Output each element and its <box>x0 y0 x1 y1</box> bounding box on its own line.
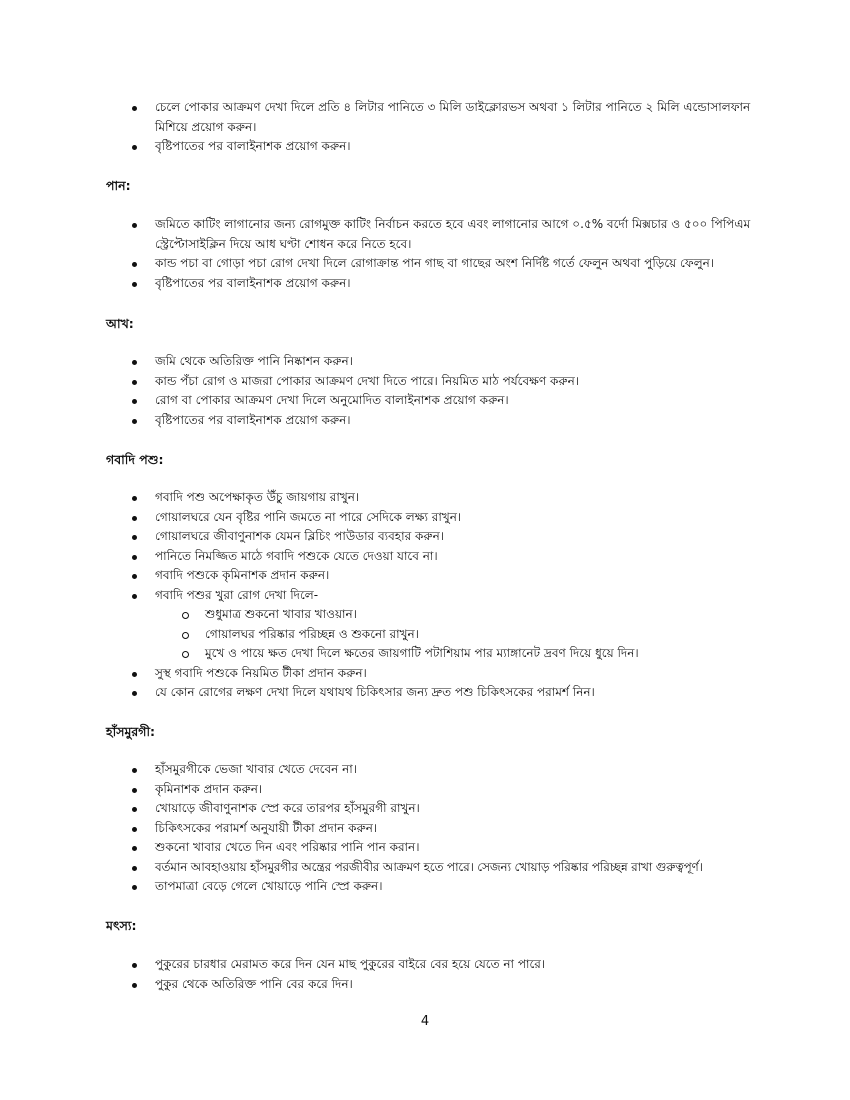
section-heading-fisheries: মৎস্য: <box>106 918 137 933</box>
list-item: পুকুরের চারধার মেরামত করে দিন যেন মাছ পুকুরের বাইরে বের হয়ে যেতে না পারে। <box>0 955 755 975</box>
list-item: গোয়ালঘরে জীবাণুনাশক যেমন ব্লিচিং পাউডার ব্যবহার করুন। <box>0 527 755 547</box>
bullet-list-betel <box>0 215 850 293</box>
list-item: গোয়ালঘরে যেন বৃষ্টির পানি জমতে না পারে সেদিকে লক্ষ্য রাখুন। <box>0 508 755 528</box>
bullet-list-sugarcane <box>0 352 850 430</box>
list-item: বৃষ্টিপাতের পর বালাইনাশক প্রয়োগ করুন। <box>0 411 755 431</box>
list-item: খোয়াড়ে জীবাণুনাশক স্প্রে করে তারপর হাঁসমুরগী রাখুন। <box>0 799 755 819</box>
section-heading-betel: পান: <box>106 178 131 193</box>
list-item: পানিতে নিমজ্জিত মাঠে গবাদি পশুকে যেতে দেওয়া যাবে না। <box>0 547 755 567</box>
section-heading-livestock: গবাদি পশু: <box>106 452 164 467</box>
bullet-list-intro <box>0 98 850 157</box>
page-number: 4 <box>420 1014 430 1029</box>
list-item: রোগ বা পোকার আক্রমণ দেখা দিলে অনুমোদিত বালাইনাশক প্রয়োগ করুন। <box>0 391 755 411</box>
list-item: কান্ড পঁচা রোগ ও মাজরা পোকার আক্রমণ দেখা দিতে পারে। নিয়মিত মাঠ পর্যবেক্ষণ করুন। <box>0 372 755 392</box>
list-item: বৃষ্টিপাতের পর বালাইনাশক প্রয়োগ করুন। <box>0 137 755 157</box>
sub-list-item: মুখে ও পায়ে ক্ষত দেখা দিলে ক্ষতের জায়গাটি পটাশিয়াম পার ম্যাঙ্গানেট দ্রবণ দিয়ে ধুয়ে দিন। <box>155 644 755 664</box>
list-item: চেলে পোকার আক্রমণ দেখা দিলে প্রতি ৪ লিটার পানিতে ৩ মিলি ডাইক্লোরভস অথবা ১ লিটার পানিতে ২ মিলি এন্ডোসালফান মিশিয়ে প্রয়োগ করুন। <box>0 98 755 137</box>
list-item: গবাদি পশুকে কৃমিনাশক প্রদান করুন। <box>0 566 755 586</box>
list-item: জমিতে কাটিং লাগানোর জন্য রোগমুক্ত কাটিং নির্বাচন করতে হবে এবং লাগানোর আগে ০.৫% বর্দো মিক্সচার ও ৫০০ পিপিএম স্ট্রেপ্টোসাইক্লিন দিয়ে আধ ঘণ্টা শোধন করে নিতে হবে। <box>0 215 755 254</box>
section-heading-poultry: হাঁসমুরগী: <box>106 724 156 739</box>
list-item: তাপমাত্রা বেড়ে গেলে খোয়াড়ে পানি স্প্রে করুন। <box>0 877 755 897</box>
list-item: বর্তমান আবহাওয়ায় হাঁসমুরগীর অন্ত্রের পরজীবীর আক্রমণ হতে পারে। সেজন্য খোয়াড় পরিষ্কার পরিচ্ছন্ন রাখা গুরুত্বপূর্ণ। <box>0 858 755 878</box>
bullet-list-livestock <box>0 488 850 703</box>
list-item: গবাদি পশুর খুরা রোগ দেখা দিলে- শুধুমাত্র শুকনো খাবার খাওয়ান। গোয়ালঘর পরিষ্কার পরিচ্ছন্ন ও শুকনো রাখুন। মুখে ও পায়ে ক্ষত দেখা দিলে ক্ষতের জায়গাটি পটাশিয়াম পার ম্যাঙ্গানেট দ্রবণ দিয়ে ধুয়ে দিন। <box>0 586 755 664</box>
sub-list-item: গোয়ালঘর পরিষ্কার পরিচ্ছন্ন ও শুকনো রাখুন। <box>155 625 755 645</box>
list-item: বৃষ্টিপাতের পর বালাইনাশক প্রয়োগ করুন। <box>0 274 755 294</box>
list-item: যে কোন রোগের লক্ষণ দেখা দিলে যথাযথ চিকিৎসার জন্য দ্রুত পশু চিকিৎসকের পরামর্শ নিন। <box>0 683 755 703</box>
list-item: কৃমিনাশক প্রদান করুন। <box>0 780 755 800</box>
list-item: গবাদি পশু অপেক্ষাকৃত উঁচু জায়গায় রাখুন। <box>0 488 755 508</box>
sub-list-item: শুধুমাত্র শুকনো খাবার খাওয়ান। <box>155 605 755 625</box>
bullet-list-poultry <box>0 760 850 897</box>
list-item: সুস্থ গবাদি পশুকে নিয়মিত টীকা প্রদান করুন। <box>0 664 755 684</box>
section-heading-sugarcane: আখ: <box>106 316 134 331</box>
list-item: হাঁসমুরগীকে ভেজা খাবার খেতে দেবেন না। <box>0 760 755 780</box>
bullet-list-fisheries <box>0 955 850 994</box>
list-item: জমি থেকে অতিরিক্ত পানি নিষ্কাশন করুন। <box>0 352 755 372</box>
list-item: কান্ড পচা বা গোড়া পচা রোগ দেখা দিলে রোগাক্রান্ত পান গাছ বা গাছের অংশ নির্দিষ্ট গর্তে ফেলুন অথবা পুড়িয়ে ফেলুন। <box>0 254 755 274</box>
list-item: পুকুর থেকে অতিরিক্ত পানি বের করে দিন। <box>0 975 755 995</box>
list-item: চিকিৎসকের পরামর্শ অনুযায়ী টীকা প্রদান করুন। <box>0 819 755 839</box>
list-item: শুকনো খাবার খেতে দিন এবং পরিষ্কার পানি পান করান। <box>0 838 755 858</box>
sub-list-foot-disease <box>155 605 755 664</box>
